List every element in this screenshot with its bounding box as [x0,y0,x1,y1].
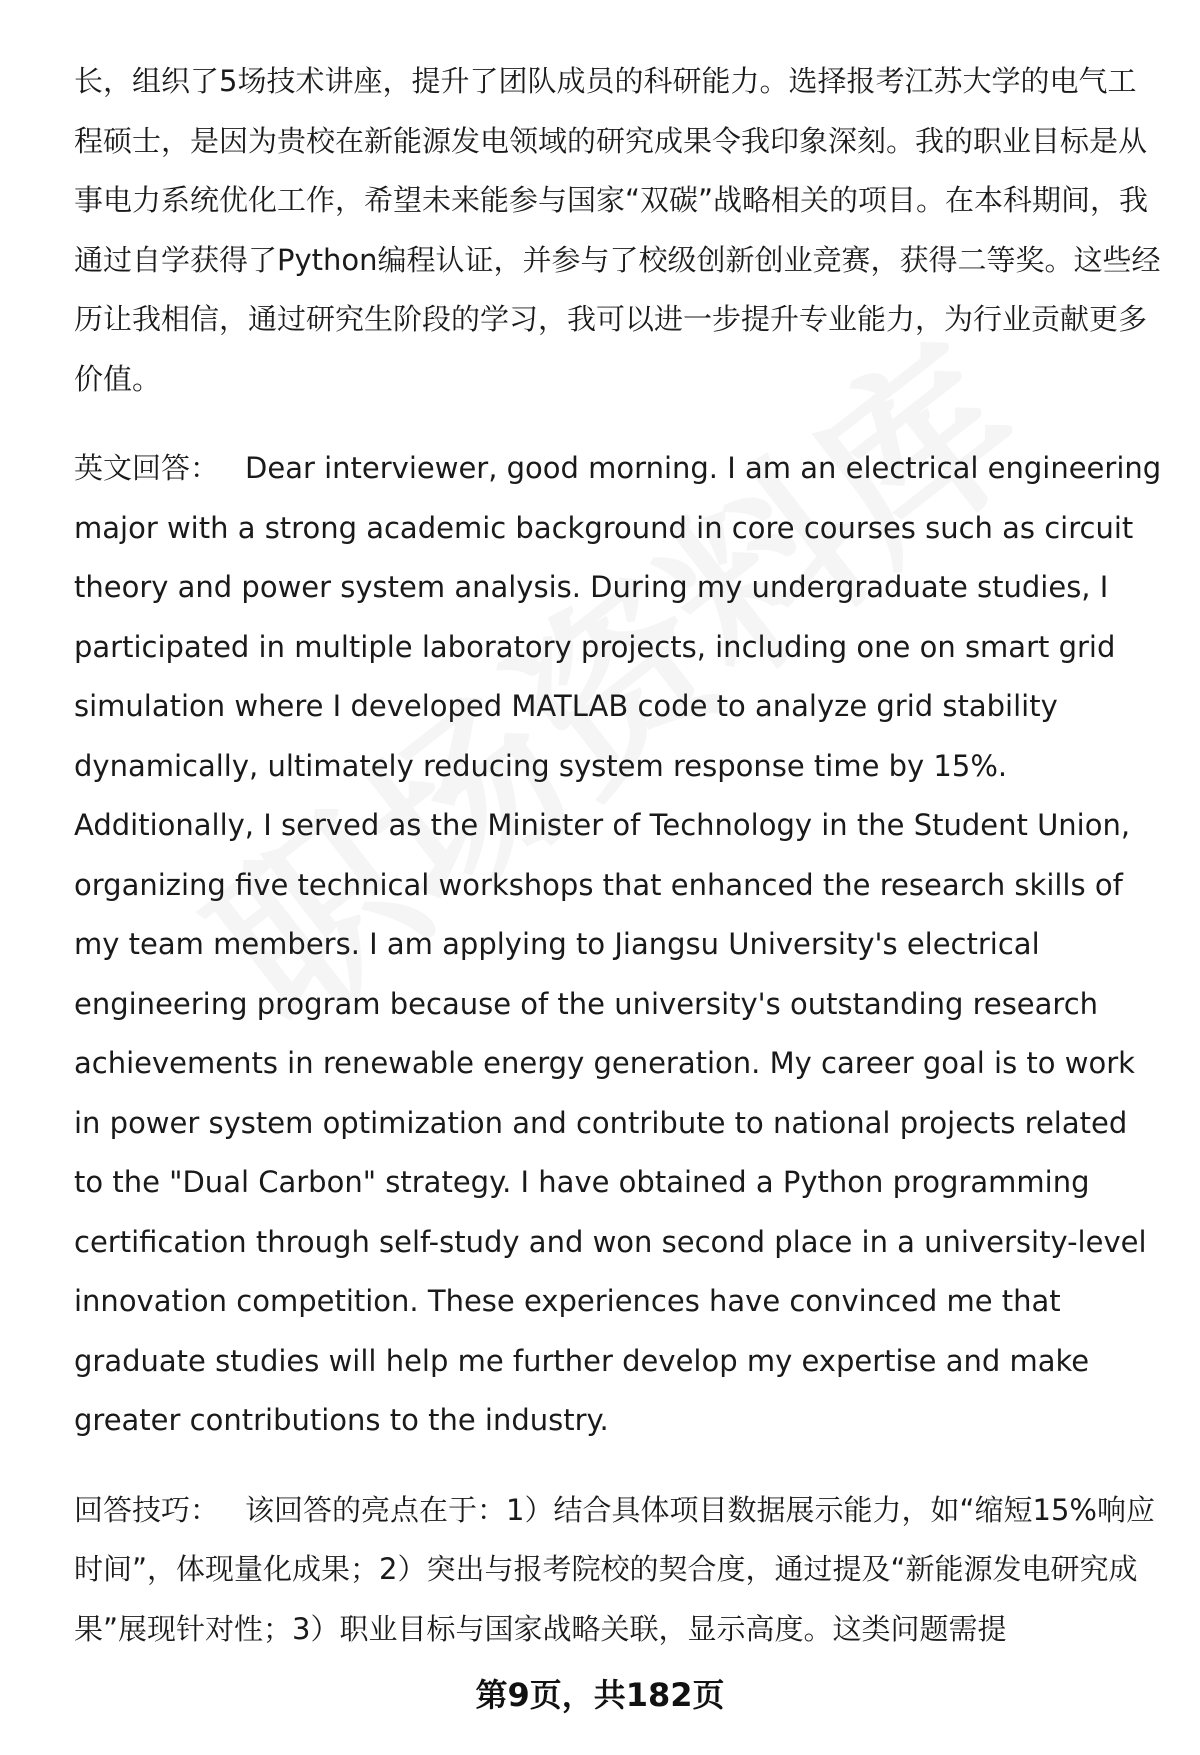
english-answer-text: Dear interviewer, good morning. I am an electrical engineering major with a strong academic background in core courses such as circuit theory and power system analysis. During my undergraduate studies, I participated in multiple laboratory projects, including one on smart grid simulation where I developed MATLAB code to analyze grid stability dynamically, ultimately reducing system response time by 15%. Additionally, I served as the Minister of Technology in the Student Union, organizing five technical workshops that enhanced the research skills of my team members. I am applying to Jiangsu University's electrical engineering program because of the university's outstanding research achievements in renewable energy generation. My career goal is to work in power system optimization and contribute to national projects related to the "Dual Carbon" strategy. I have obtained a Python programming certification through self-study and won second place in a university-level innovation competition. These experiences have convinced me that graduate studies will help me further develop my expertise and make greater contributions to the industry. [74,451,1162,1437]
tips-text: 该回答的亮点在于：1）结合具体项目数据展示能力，如“缩短15%响应时间”，体现量化成果；2）突出与报考院校的契合度，通过提及“新能源发电研究成果”展现针对性；3）职业目标与国家战略关联，显示高度。这类问题需提 [74,1492,1155,1646]
page-number: 第9页，共182页 [475,1676,725,1714]
content-body [74,52,1164,1659]
paragraph-english-answer [74,439,1164,1451]
english-answer-label: 英文回答： [74,451,220,485]
tips-label: 回答技巧： [74,1492,220,1527]
paragraph-chinese-continuation [74,52,1164,409]
paragraph-text: 长，组织了5场技术讲座，提升了团队成员的科研能力。选择报考江苏大学的电气工程硕士，是因为贵校在新能源发电领域的研究成果令我印象深刻。我的职业目标是从事电力系统优化工作，希望未来能参与国家“双碳”战略相关的项目。在本科期间，我通过自学获得了Python编程认证，并参与了校级创新创业竞赛，获得二等奖。这些经历让我相信，通过研究生阶段的学习，我可以进一步提升专业能力，为行业贡献更多价值。 [74,64,1161,396]
paragraph-tips [74,1481,1164,1660]
